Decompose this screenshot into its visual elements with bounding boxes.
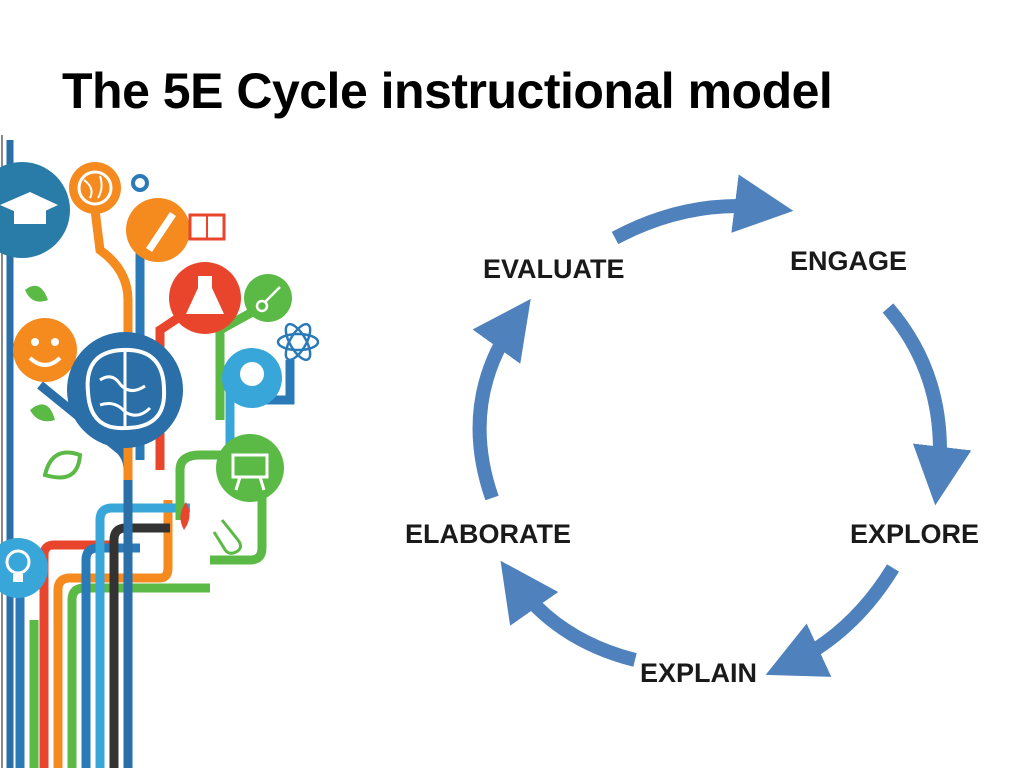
- cycle-arrow-explain-to-elaborate: [514, 580, 635, 660]
- stage-label-explain: EXPLAIN: [640, 658, 758, 688]
- stage-label-evaluate: EVALUATE: [483, 254, 625, 284]
- cycle-arrow-evaluate-to-engage: [615, 206, 770, 238]
- atom-icon: [278, 321, 318, 364]
- cycle-arrow-engage-to-explore: [888, 308, 940, 482]
- stage-label-engage: ENGAGE: [790, 246, 908, 276]
- five-e-cycle-diagram: [380, 170, 1024, 730]
- globe-icon: [69, 162, 121, 214]
- leaf-icon: [45, 453, 80, 478]
- stage-label-explore: EXPLORE: [850, 519, 980, 549]
- cycle-arrow-explore-to-explain: [787, 568, 893, 665]
- cycle-arrow-elaborate-to-evaluate: [480, 318, 517, 498]
- education-tree-illustration: [0, 135, 330, 768]
- paperclip-icon: [214, 520, 241, 553]
- smiley-icon: [13, 318, 77, 382]
- stage-label-elaborate: ELABORATE: [405, 519, 571, 549]
- slide-title: The 5E Cycle instructional model: [62, 63, 833, 119]
- chalkboard-icon: [216, 434, 284, 502]
- gear-icon: [133, 176, 147, 190]
